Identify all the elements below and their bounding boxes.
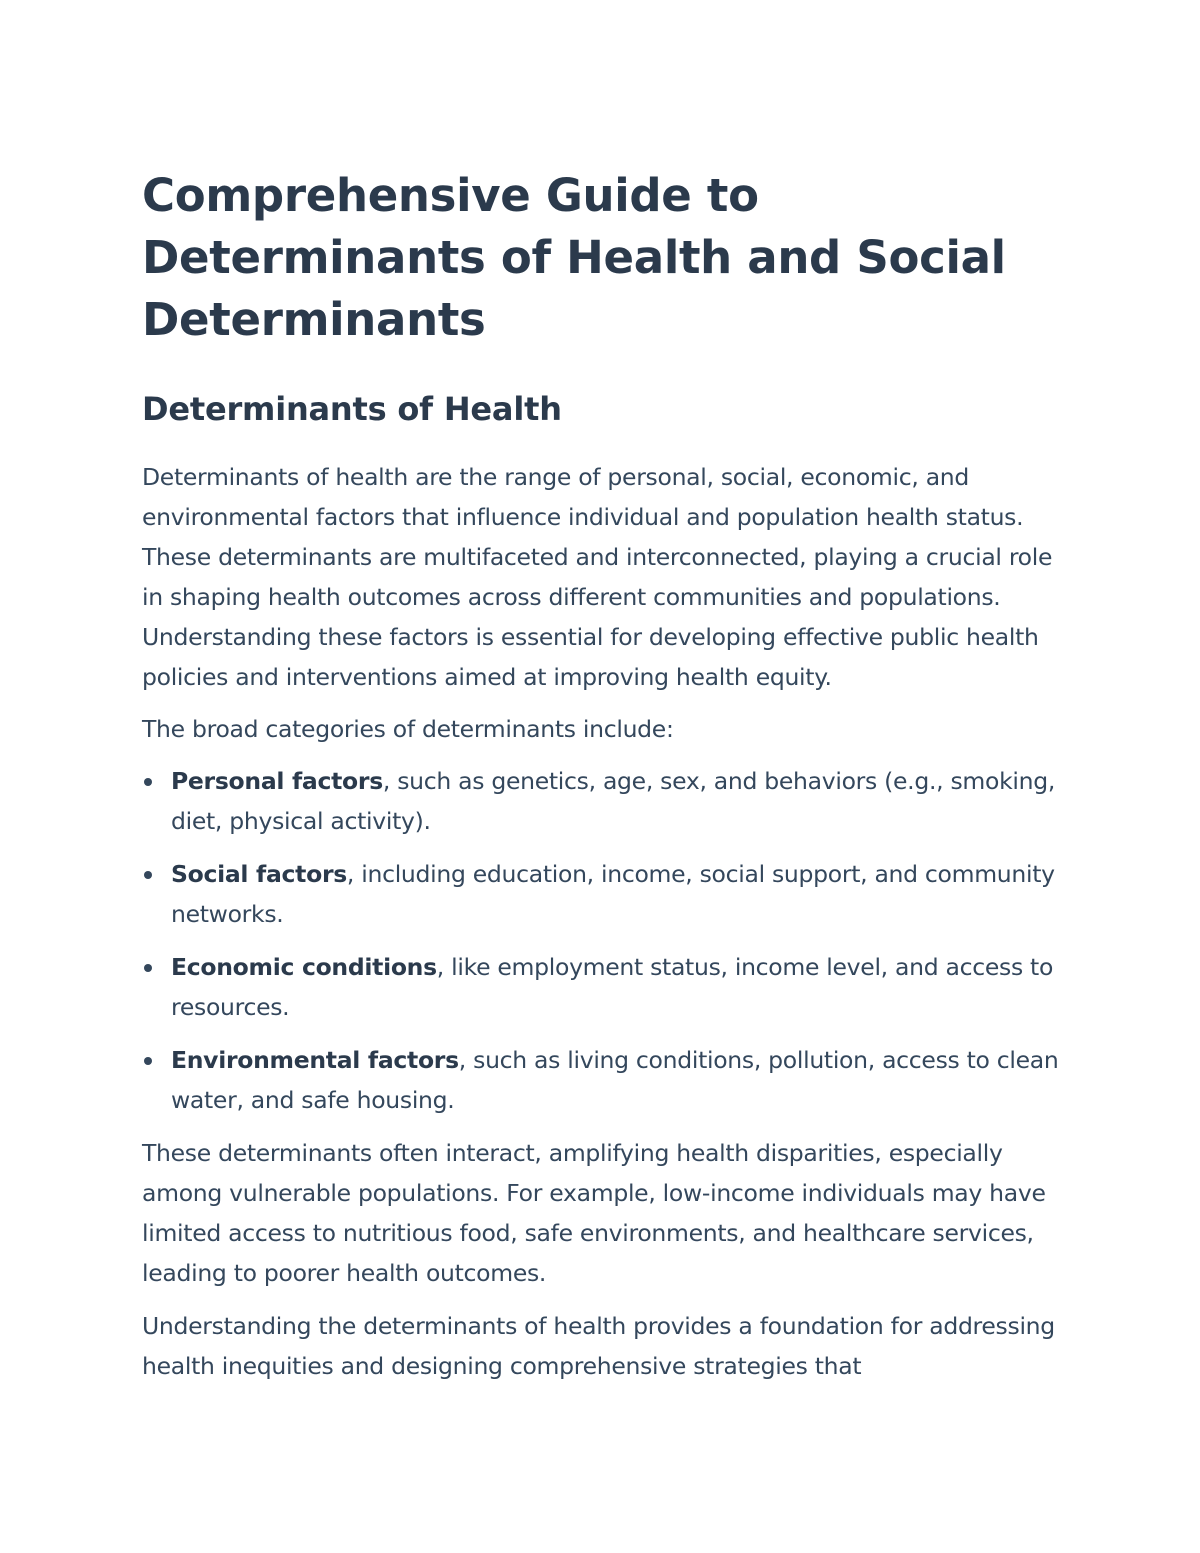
document-page (142, 165, 1062, 1386)
intro-paragraph: Determinants of health are the range of personal, social, economic, and environmental factors that influence individual and population health status. These determinants are multifaceted and interconnected, playing a crucial role in shaping health outcomes across different communities and populations. Understanding these factors is essential for developing effective public health policies and interventions aimed at improving health equity. (142, 463, 1053, 691)
closing-paragraph: Understanding the determinants of health provides a foundation for addressing health inequities and designing comprehensive strategies that (142, 1312, 1055, 1380)
list-lead: The broad categories of determinants include: (142, 715, 674, 743)
bullet-icon (144, 1057, 152, 1065)
list-item-term: Personal factors (171, 767, 383, 795)
bullet-icon (144, 871, 152, 879)
list-item-description: , like employment status, income level, and access to resources. (171, 953, 1054, 1021)
list-item (142, 854, 1062, 934)
list-item-description: , such as genetics, age, sex, and behaviors (e.g., smoking, diet, physical activity). (171, 767, 1055, 835)
categories-list (142, 761, 1062, 1120)
list-item (142, 947, 1062, 1027)
list-item-term: Social factors (171, 860, 347, 888)
bullet-icon (144, 964, 152, 972)
interaction-paragraph: These determinants often interact, amplifying health disparities, especially among vulnerable populations. For example, low-income individuals may have limited access to nutritious food, safe environments, and healthcare services, leading to poorer health outcomes. (142, 1139, 1046, 1287)
list-item-description: , such as living conditions, pollution, access to clean water, and safe housing. (171, 1046, 1059, 1114)
list-item-term: Environmental factors (171, 1046, 459, 1074)
document-title: Comprehensive Guide to Determinants of Health and Social Determinants (142, 169, 1006, 346)
list-item (142, 1040, 1062, 1120)
section-heading: Determinants of Health (142, 390, 562, 428)
list-item-term: Economic conditions (171, 953, 437, 981)
list-item-description: , including education, income, social support, and community networks. (171, 860, 1055, 928)
list-item (142, 761, 1062, 841)
bullet-icon (144, 778, 152, 786)
